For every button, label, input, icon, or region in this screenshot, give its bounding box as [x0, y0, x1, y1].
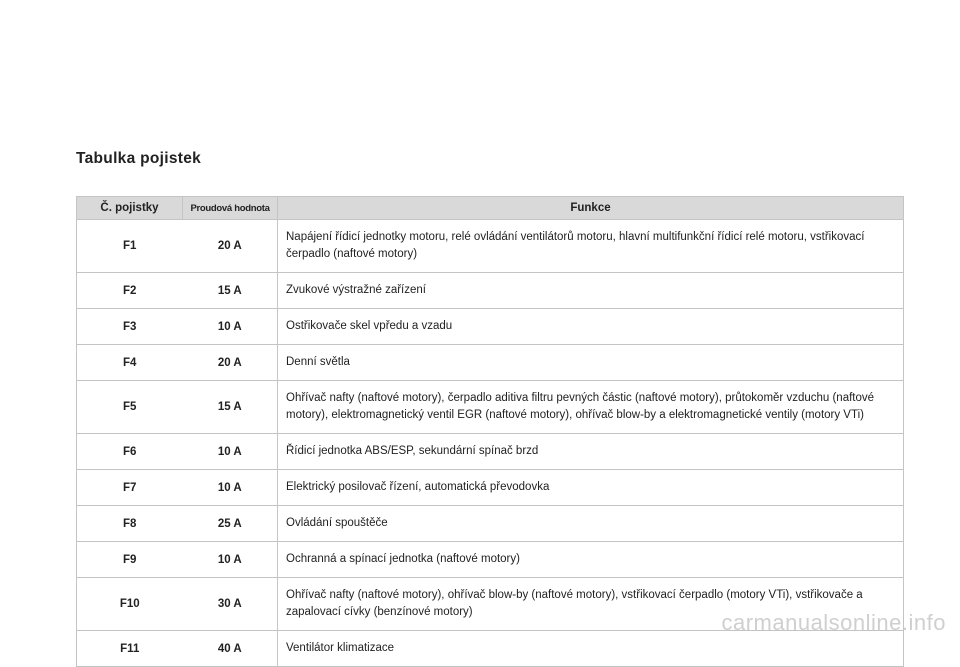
table-row	[77, 470, 904, 506]
fuse-current: 10 A	[183, 470, 278, 506]
fuse-table	[76, 196, 904, 667]
fuse-current: 20 A	[183, 220, 278, 273]
fuse-number: F4	[77, 345, 183, 381]
fuse-number: F2	[77, 273, 183, 309]
fuse-function: Elektrický posilovač řízení, automatická převodovka	[278, 470, 904, 506]
fuse-number: F7	[77, 470, 183, 506]
fuse-number: F11	[77, 631, 183, 667]
fuse-function: Denní světla	[278, 345, 904, 381]
fuse-function: Zvukové výstražné zařízení	[278, 273, 904, 309]
table-row	[77, 220, 904, 273]
table-row	[77, 309, 904, 345]
fuse-current: 30 A	[183, 578, 278, 631]
fuse-current: 15 A	[183, 273, 278, 309]
watermark: carmanualsonline.info	[721, 610, 946, 635]
fuse-current: 20 A	[183, 345, 278, 381]
header-fuse-number: Č. pojistky	[77, 197, 183, 220]
fuse-function: Ochranná a spínací jednotka (naftové motory)	[278, 542, 904, 578]
header-current-value: Proudová hodnota	[183, 197, 278, 220]
fuse-function: Napájení řídicí jednotky motoru, relé ovládání ventilátorů motoru, hlavní multifunkční řídicí relé motoru, vstřikovací čerpadlo (naftové motory)	[278, 220, 904, 273]
fuse-current: 10 A	[183, 434, 278, 470]
fuse-current: 15 A	[183, 381, 278, 434]
fuse-number: F10	[77, 578, 183, 631]
fuse-function: Ventilátor klimatizace	[278, 631, 904, 667]
fuse-current: 40 A	[183, 631, 278, 667]
table-row	[77, 273, 904, 309]
fuse-number: F5	[77, 381, 183, 434]
fuse-function: Ostřikovače skel vpředu a vzadu	[278, 309, 904, 345]
fuse-current: 10 A	[183, 542, 278, 578]
fuse-function: Řídicí jednotka ABS/ESP, sekundární spínač brzd	[278, 434, 904, 470]
table-row	[77, 381, 904, 434]
fuse-current: 10 A	[183, 309, 278, 345]
fuse-number: F1	[77, 220, 183, 273]
page-title: Tabulka pojistek	[76, 150, 202, 167]
fuse-current: 25 A	[183, 506, 278, 542]
table-row	[77, 345, 904, 381]
fuse-number: F6	[77, 434, 183, 470]
fuse-number: F8	[77, 506, 183, 542]
fuse-number: F9	[77, 542, 183, 578]
fuse-function: Ovládání spouštěče	[278, 506, 904, 542]
header-function: Funkce	[278, 197, 904, 220]
table-row	[77, 434, 904, 470]
fuse-function: Ohřívač nafty (naftové motory), ohřívač blow-by (naftové motory), vstřikovací čerpadlo (motory VTi), vstřikovače a zapalovací cívky (benzínové motory)	[278, 578, 904, 631]
fuse-number: F3	[77, 309, 183, 345]
table-header-row	[77, 197, 904, 220]
fuse-function: Ohřívač nafty (naftové motory), čerpadlo aditiva filtru pevných částic (naftové motory), průtokoměr vzduchu (naftové motory), elektromagnetický ventil EGR (naftové motory), ohřívač blow-by a elektromagnetické ventily (motory VTi)	[278, 381, 904, 434]
table-row	[77, 506, 904, 542]
table-row	[77, 542, 904, 578]
